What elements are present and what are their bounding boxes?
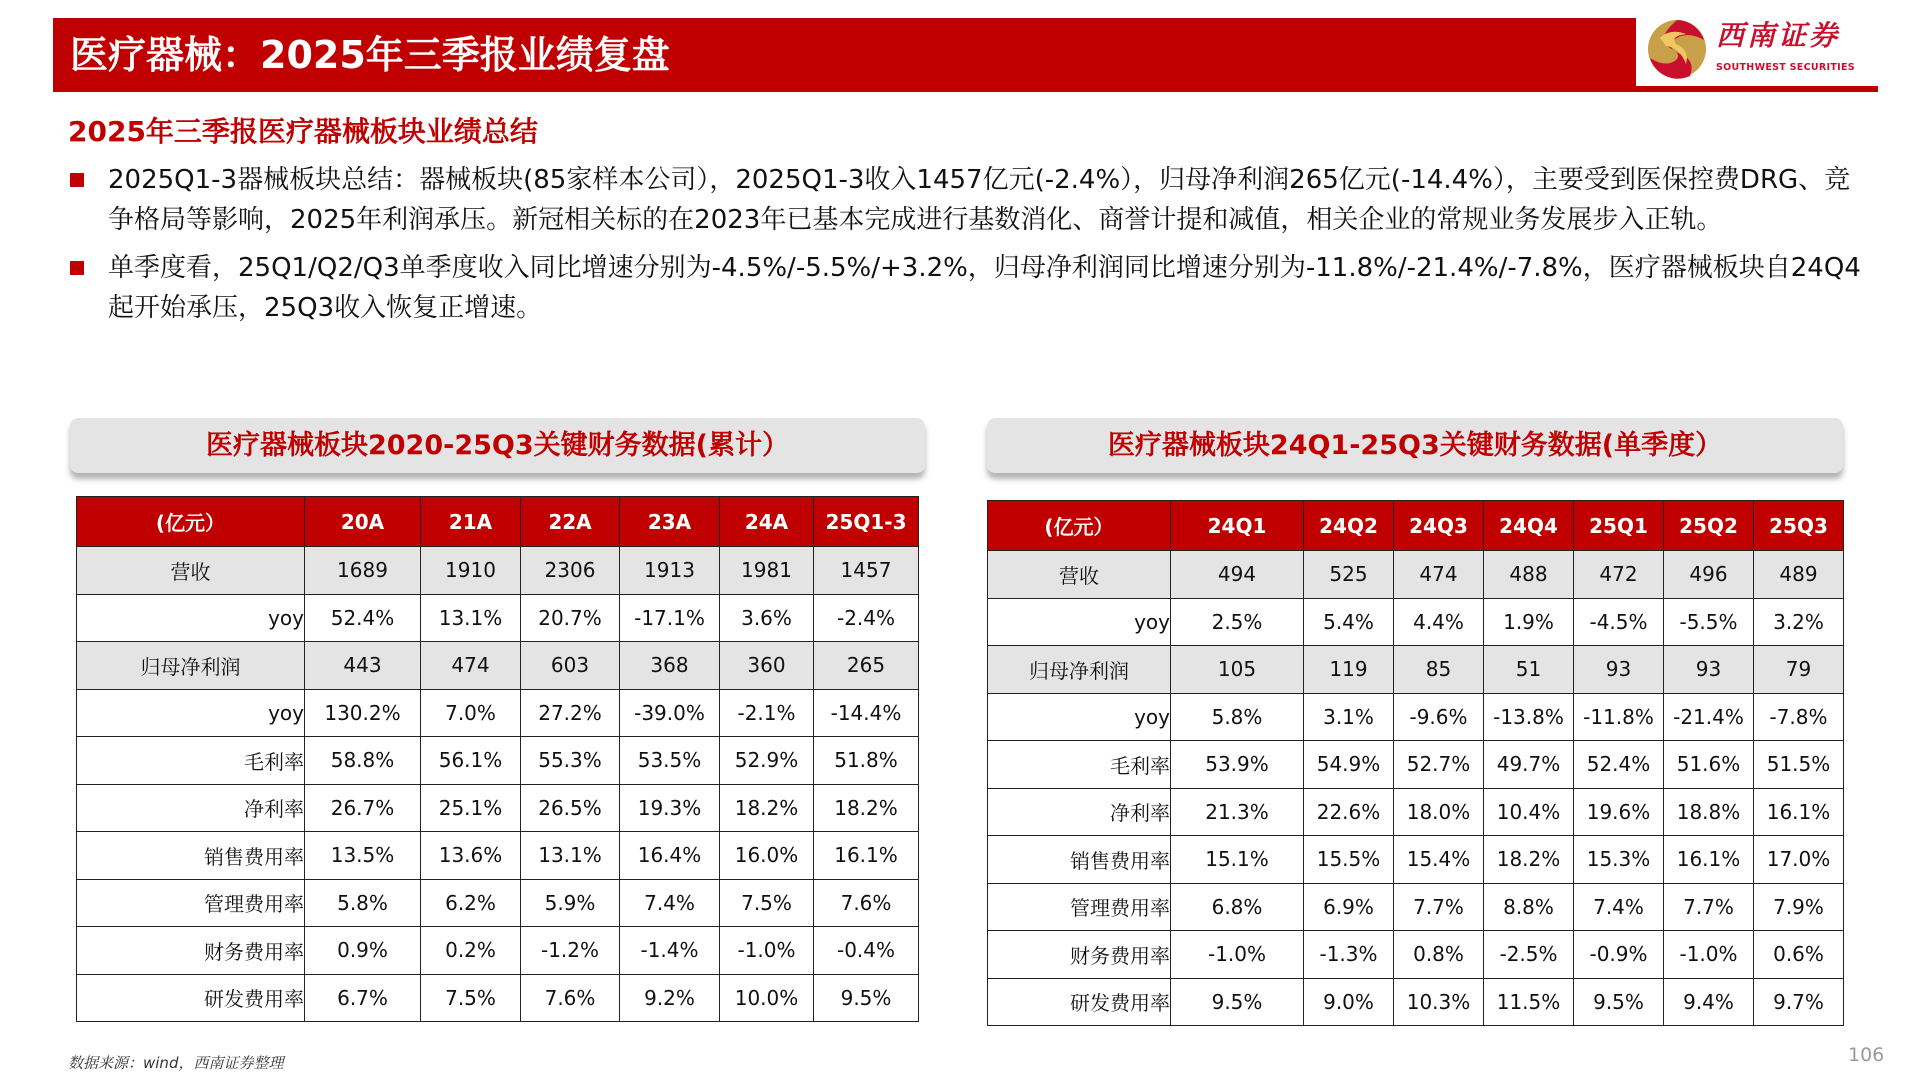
column-header: 22A — [521, 497, 620, 547]
table-row — [77, 832, 919, 880]
row-label: 毛利率 — [988, 741, 1171, 789]
table-cell: -0.4% — [814, 927, 919, 975]
table-cell: 7.9% — [1754, 883, 1844, 931]
table-cell: 52.9% — [720, 737, 814, 785]
table-cell: 5.8% — [305, 879, 421, 927]
table-row — [77, 737, 919, 785]
table-cell: 474 — [421, 642, 521, 690]
row-label: 净利率 — [77, 784, 305, 832]
table-row — [988, 551, 1844, 599]
data-source-note: 数据来源：wind，西南证券整理 — [68, 1054, 284, 1072]
table-cell: 18.2% — [1484, 836, 1574, 884]
column-header: 20A — [305, 497, 421, 547]
table-cell: 10.4% — [1484, 788, 1574, 836]
table-cell: 18.2% — [720, 784, 814, 832]
row-label: 营收 — [77, 547, 305, 595]
table-cell: 18.0% — [1394, 788, 1484, 836]
table-row — [77, 689, 919, 737]
table-cell: 53.5% — [620, 737, 720, 785]
table-row — [77, 594, 919, 642]
column-header: (亿元） — [988, 501, 1171, 551]
table-row — [988, 646, 1844, 694]
table-row — [77, 547, 919, 595]
table-cell: 3.2% — [1754, 598, 1844, 646]
table-cell: 51.8% — [814, 737, 919, 785]
table-cell: 18.8% — [1664, 788, 1754, 836]
table-cell: 22.6% — [1304, 788, 1394, 836]
row-label: 研发费用率 — [988, 978, 1171, 1026]
table-cell: 9.5% — [1574, 978, 1664, 1026]
table-cell: -0.9% — [1574, 931, 1664, 979]
table-cell: 1981 — [720, 547, 814, 595]
table-cell: 19.3% — [620, 784, 720, 832]
column-header: 25Q2 — [1664, 501, 1754, 551]
table-cell: 7.6% — [521, 974, 620, 1022]
table-cell: -9.6% — [1394, 693, 1484, 741]
left-table-title: 医疗器械板块2020-25Q3关键财务数据(累计） — [70, 418, 925, 473]
table-cell: 16.1% — [814, 832, 919, 880]
bullet-item — [68, 248, 1868, 328]
table-cell: 0.8% — [1394, 931, 1484, 979]
table-row — [988, 931, 1844, 979]
table-cell: 360 — [720, 642, 814, 690]
column-header: 25Q1 — [1574, 501, 1664, 551]
row-label: 财务费用率 — [77, 927, 305, 975]
table-row — [77, 784, 919, 832]
table-cell: 13.1% — [521, 832, 620, 880]
bullet-item — [68, 160, 1868, 240]
table-cell: 55.3% — [521, 737, 620, 785]
row-label: yoy — [77, 689, 305, 737]
row-label: yoy — [988, 693, 1171, 741]
bullet-square-icon — [70, 173, 84, 187]
table-row — [77, 879, 919, 927]
table-cell: -11.8% — [1574, 693, 1664, 741]
table-cell: 474 — [1394, 551, 1484, 599]
table-cell: -4.5% — [1574, 598, 1664, 646]
table-row — [77, 974, 919, 1022]
row-label: 销售费用率 — [77, 832, 305, 880]
table-cell: -21.4% — [1664, 693, 1754, 741]
bullet-text: 2025Q1-3器械板块总结：器械板块(85家样本公司），2025Q1-3收入1457亿元(-2.4%），归母净利润265亿元(-14.4%），主要受到医保控费DRG、竞争格局等影响，2025年利润承压。新冠相关标的在2023年已基本完成进行基数消化、商誉计提和减值，相关企业的常规业务发展步入正轨。 — [108, 165, 1851, 235]
table-cell: 443 — [305, 642, 421, 690]
table-cell: 8.8% — [1484, 883, 1574, 931]
table-cell: 603 — [521, 642, 620, 690]
bullet-text: 单季度看，25Q1/Q2/Q3单季度收入同比增速分别为-4.5%/-5.5%/+3.2%，归母净利润同比增速分别为-11.8%/-21.4%/-7.8%，医疗器械板块自24Q4起开始承压，25Q3收入恢复正增速。 — [108, 253, 1861, 323]
table-cell: 21.3% — [1171, 788, 1304, 836]
table-header-row — [77, 497, 919, 547]
table-row — [77, 642, 919, 690]
table-cell: 525 — [1304, 551, 1394, 599]
table-cell: 1910 — [421, 547, 521, 595]
table-cell: 472 — [1574, 551, 1664, 599]
table-cell: 0.9% — [305, 927, 421, 975]
column-header: 23A — [620, 497, 720, 547]
table-cell: 56.1% — [421, 737, 521, 785]
table-cell: 105 — [1171, 646, 1304, 694]
column-header: (亿元） — [77, 497, 305, 547]
row-label: yoy — [77, 594, 305, 642]
row-label: 管理费用率 — [77, 879, 305, 927]
table-cell: 25.1% — [421, 784, 521, 832]
table-cell: 53.9% — [1171, 741, 1304, 789]
row-label: 归母净利润 — [77, 642, 305, 690]
table-cell: -1.4% — [620, 927, 720, 975]
table-row — [77, 927, 919, 975]
table-cell: 16.1% — [1664, 836, 1754, 884]
table-cell: 13.6% — [421, 832, 521, 880]
table-cell: 52.4% — [305, 594, 421, 642]
row-label: yoy — [988, 598, 1171, 646]
bullet-square-icon — [70, 261, 84, 275]
column-header: 21A — [421, 497, 521, 547]
table-cell: 6.8% — [1171, 883, 1304, 931]
table-cell: 0.6% — [1754, 931, 1844, 979]
table-cell: 130.2% — [305, 689, 421, 737]
row-label: 财务费用率 — [988, 931, 1171, 979]
row-label: 管理费用率 — [988, 883, 1171, 931]
table-cell: -5.5% — [1664, 598, 1754, 646]
table-cell: -2.1% — [720, 689, 814, 737]
table-cell: 16.4% — [620, 832, 720, 880]
table-cell: 13.1% — [421, 594, 521, 642]
table-cell: 7.5% — [421, 974, 521, 1022]
table-row — [988, 788, 1844, 836]
right-table-title: 医疗器械板块24Q1-25Q3关键财务数据(单季度） — [987, 418, 1843, 473]
table-header-row — [988, 501, 1844, 551]
table-cell: 52.4% — [1574, 741, 1664, 789]
row-label: 净利率 — [988, 788, 1171, 836]
table-row — [988, 883, 1844, 931]
table-cell: 20.7% — [521, 594, 620, 642]
table-cell: 1.9% — [1484, 598, 1574, 646]
table-cell: -14.4% — [814, 689, 919, 737]
row-label: 毛利率 — [77, 737, 305, 785]
table-cell: 58.8% — [305, 737, 421, 785]
table-cell: -1.0% — [1171, 931, 1304, 979]
bullet-list — [68, 160, 1868, 336]
table-cell: 1689 — [305, 547, 421, 595]
column-header: 24Q2 — [1304, 501, 1394, 551]
table-cell: 0.2% — [421, 927, 521, 975]
table-cell: 7.0% — [421, 689, 521, 737]
column-header: 25Q3 — [1754, 501, 1844, 551]
table-cell: -17.1% — [620, 594, 720, 642]
row-label: 归母净利润 — [988, 646, 1171, 694]
column-header: 25Q1-3 — [814, 497, 919, 547]
table-cell: 27.2% — [521, 689, 620, 737]
table-cell: 13.5% — [305, 832, 421, 880]
table-cell: 1913 — [620, 547, 720, 595]
column-header: 24Q1 — [1171, 501, 1304, 551]
table-cell: -7.8% — [1754, 693, 1844, 741]
table-cell: 18.2% — [814, 784, 919, 832]
table-cell: 5.4% — [1304, 598, 1394, 646]
table-cell: 51.5% — [1754, 741, 1844, 789]
column-header: 24Q3 — [1394, 501, 1484, 551]
row-label: 销售费用率 — [988, 836, 1171, 884]
table-cell: 49.7% — [1484, 741, 1574, 789]
table-cell: 3.6% — [720, 594, 814, 642]
table-cell: 9.7% — [1754, 978, 1844, 1026]
table-cell: 15.1% — [1171, 836, 1304, 884]
table-cell: -39.0% — [620, 689, 720, 737]
table-cell: 265 — [814, 642, 919, 690]
section-subtitle: 2025年三季报医疗器械板块业绩总结 — [68, 115, 538, 148]
table-cell: 16.0% — [720, 832, 814, 880]
table-cell: 6.7% — [305, 974, 421, 1022]
table-cell: 9.5% — [814, 974, 919, 1022]
page-number: 106 — [1848, 1044, 1885, 1066]
table-row — [988, 693, 1844, 741]
table-cell: 10.0% — [720, 974, 814, 1022]
table-cell: 496 — [1664, 551, 1754, 599]
table-cell: 52.7% — [1394, 741, 1484, 789]
table-cell: -1.2% — [521, 927, 620, 975]
column-header: 24A — [720, 497, 814, 547]
page-title: 医疗器械：2025年三季报业绩复盘 — [70, 33, 670, 77]
table-cell: -2.4% — [814, 594, 919, 642]
table-row — [988, 598, 1844, 646]
table-cell: 119 — [1304, 646, 1394, 694]
company-logo — [1640, 12, 1900, 82]
table-cell: 26.7% — [305, 784, 421, 832]
table-cell: 17.0% — [1754, 836, 1844, 884]
table-cell: 2306 — [521, 547, 620, 595]
table-cell: 368 — [620, 642, 720, 690]
table-cell: 7.7% — [1664, 883, 1754, 931]
table-cell: 79 — [1754, 646, 1844, 694]
table-cell: 9.2% — [620, 974, 720, 1022]
column-header: 24Q4 — [1484, 501, 1574, 551]
table-cell: 5.9% — [521, 879, 620, 927]
logo-en-text: SOUTHWEST SECURITIES — [1716, 62, 1855, 73]
table-cell: 9.4% — [1664, 978, 1754, 1026]
table-cell: 19.6% — [1574, 788, 1664, 836]
table-row — [988, 836, 1844, 884]
table-cell: 4.4% — [1394, 598, 1484, 646]
table-row — [988, 978, 1844, 1026]
table-cell: 11.5% — [1484, 978, 1574, 1026]
table-cell: 26.5% — [521, 784, 620, 832]
table-cell: 51.6% — [1664, 741, 1754, 789]
table-cell: 7.7% — [1394, 883, 1484, 931]
logo-emblem-icon — [1646, 18, 1708, 80]
table-cell: 93 — [1664, 646, 1754, 694]
logo-underline — [1636, 86, 1878, 92]
table-cell: 54.9% — [1304, 741, 1394, 789]
table-cell: 494 — [1171, 551, 1304, 599]
table-cell: -1.0% — [720, 927, 814, 975]
table-cell: 15.4% — [1394, 836, 1484, 884]
table-cell: 15.5% — [1304, 836, 1394, 884]
table-cell: 85 — [1394, 646, 1484, 694]
table-cell: 5.8% — [1171, 693, 1304, 741]
quarterly-financial-table — [987, 500, 1844, 1026]
table-cell: -1.3% — [1304, 931, 1394, 979]
table-cell: 3.1% — [1304, 693, 1394, 741]
table-cell: 16.1% — [1754, 788, 1844, 836]
row-label: 研发费用率 — [77, 974, 305, 1022]
logo-cn-text: 西南证券 — [1716, 19, 1841, 52]
table-cell: 51 — [1484, 646, 1574, 694]
table-cell: 2.5% — [1171, 598, 1304, 646]
table-cell: 15.3% — [1574, 836, 1664, 884]
table-cell: 7.5% — [720, 879, 814, 927]
row-label: 营收 — [988, 551, 1171, 599]
table-cell: 7.6% — [814, 879, 919, 927]
table-cell: 1457 — [814, 547, 919, 595]
table-row — [988, 741, 1844, 789]
table-cell: 7.4% — [620, 879, 720, 927]
table-cell: 93 — [1574, 646, 1664, 694]
table-cell: 7.4% — [1574, 883, 1664, 931]
table-cell: -13.8% — [1484, 693, 1574, 741]
table-cell: 9.5% — [1171, 978, 1304, 1026]
cumulative-financial-table — [76, 496, 919, 1022]
table-cell: -1.0% — [1664, 931, 1754, 979]
table-cell: 489 — [1754, 551, 1844, 599]
table-cell: -2.5% — [1484, 931, 1574, 979]
table-cell: 6.2% — [421, 879, 521, 927]
table-cell: 488 — [1484, 551, 1574, 599]
table-cell: 6.9% — [1304, 883, 1394, 931]
table-cell: 10.3% — [1394, 978, 1484, 1026]
table-cell: 9.0% — [1304, 978, 1394, 1026]
